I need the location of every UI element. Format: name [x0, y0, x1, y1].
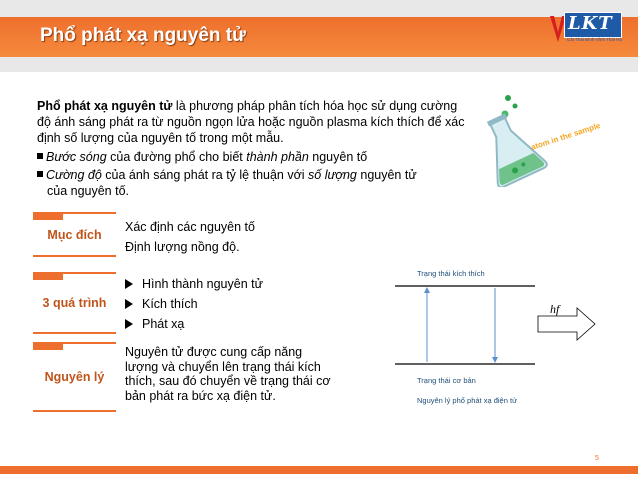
flask-label: atom in the sample — [529, 120, 602, 152]
diagram-caption: Nguyên lý phổ phát xạ điện tử — [417, 396, 518, 405]
bullet-text: nguyên tố — [308, 150, 368, 164]
intro-paragraph — [37, 98, 472, 146]
bullet-intensity — [37, 167, 477, 199]
row-content — [125, 274, 263, 334]
row-item: Xác định các nguyên tố — [125, 220, 255, 234]
row-item: bản phát ra bức xạ điện tử. — [125, 388, 276, 403]
bullet-term: số lượng — [308, 168, 357, 182]
bullet-term: Bước sóng — [46, 150, 107, 164]
row-item: thích, sau đó chuyển về trạng thái cơ — [125, 374, 331, 388]
bullet-square-icon — [37, 153, 43, 159]
row-item-text: Hình thành nguyên tử — [142, 277, 263, 291]
row-principle — [33, 342, 373, 412]
logo-text: LKT — [568, 13, 613, 34]
row-item — [125, 274, 263, 294]
ground-state-label: Trạng thái cơ bản — [417, 376, 476, 385]
excitation-arrowhead — [424, 287, 430, 293]
energy-level-diagram — [395, 258, 595, 418]
intro-text: là phương pháp phân tích hóa học sử dụng cường độ ánh sáng phát ra từ nguồn ngọn lửa hoặc nguồn plasma kích thích để xác định số lượng của nguyên tố trong một mẫu. — [37, 99, 465, 145]
footer-bar — [0, 466, 638, 474]
row-item-text: Kích thích — [142, 297, 198, 311]
row-item: lượng và chuyển lên trạng thái kích — [125, 359, 321, 374]
bullet-term: Cường độ — [46, 168, 102, 182]
row-label-box — [33, 212, 116, 257]
bullet-term: thành phần — [246, 150, 309, 164]
row-purpose — [33, 212, 373, 257]
row-label: Nguyên lý — [44, 370, 105, 384]
bullet-text: của đường phổ cho biết — [106, 150, 247, 164]
row-label: 3 quá trình — [42, 296, 107, 310]
photon-arrow-icon — [537, 306, 597, 342]
row-label-box — [33, 342, 116, 412]
bullet-text: của nguyên tố. — [47, 184, 130, 198]
flask-illustration — [482, 92, 602, 187]
arrow-bullet-icon — [125, 279, 133, 289]
row-item — [125, 314, 263, 334]
row-item: Định lượng nồng độ. — [125, 240, 240, 254]
lkt-logo — [548, 12, 622, 46]
excited-state-label: Trạng thái kích thích — [417, 269, 485, 278]
row-processes — [33, 272, 373, 334]
row-content — [125, 345, 331, 403]
row-label: Mục đích — [47, 227, 102, 242]
photon-label: hf — [550, 302, 560, 316]
intro-term: Phổ phát xạ nguyên tử — [37, 99, 173, 113]
row-item: Nguyên tử được cung cấp năng — [125, 345, 303, 359]
bullet-text: nguyên tử — [356, 168, 417, 182]
page-number: 5 — [595, 455, 599, 462]
row-item-text: Phát xạ — [142, 317, 185, 331]
arrow-bullet-icon — [125, 299, 133, 309]
emission-arrowhead — [492, 357, 498, 363]
arrow-bullet-icon — [125, 319, 133, 329]
row-item — [125, 294, 263, 314]
logo-tagline: Cát Thái Bình Vĩnh Thái Hà — [567, 37, 622, 42]
header-bar — [0, 0, 638, 72]
bullet-text: của ánh sáng phát ra tỷ lệ thuận với — [101, 168, 309, 182]
row-label-box — [33, 272, 116, 334]
page-title: Phổ phát xạ nguyên tử — [40, 25, 246, 46]
bullet-square-icon — [37, 171, 43, 177]
row-content — [125, 217, 255, 257]
bullet-wavelength — [37, 149, 477, 165]
